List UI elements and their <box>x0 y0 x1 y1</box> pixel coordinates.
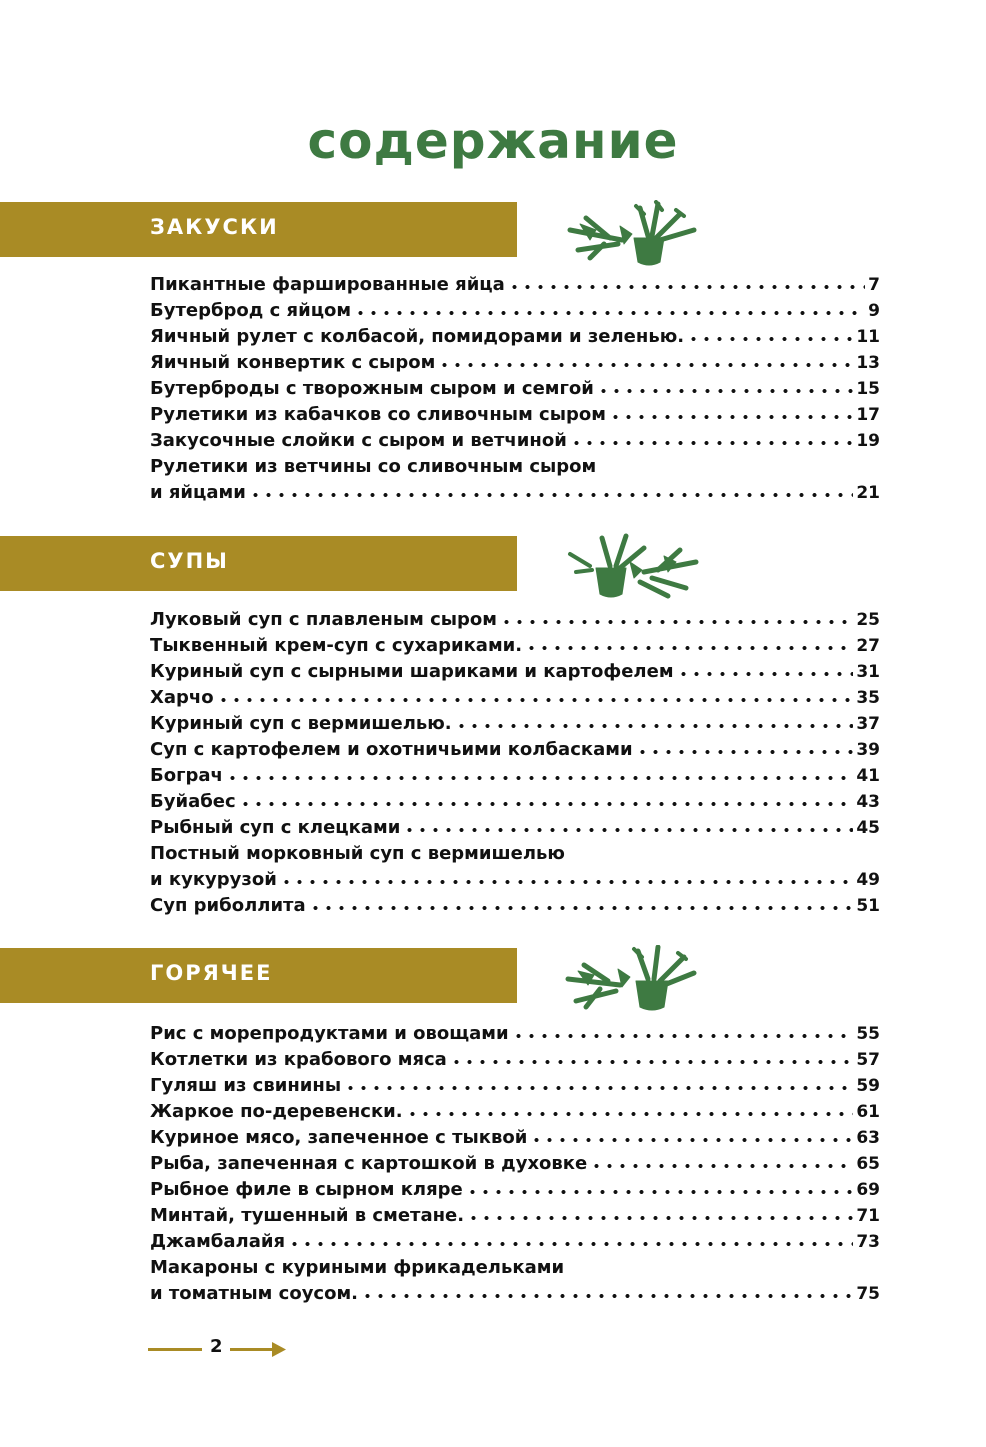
toc-entry[interactable]: Тыквенный крем-суп с сухариками. 27 <box>150 633 880 659</box>
toc-entry[interactable]: Гуляш из свинины 59 <box>150 1073 880 1099</box>
page-number: 7 <box>868 275 880 295</box>
toc-entry[interactable]: Харчо 35 <box>150 685 880 711</box>
folio-number: 2 <box>210 1336 223 1357</box>
page-number: 45 <box>856 818 880 838</box>
toc-list-zakuski <box>150 272 880 506</box>
toc-entry[interactable]: Рыбное филе в сырном кляре 69 <box>150 1177 880 1203</box>
toc-entry[interactable]: Закусочные слойки с сыром и ветчиной 19 <box>150 428 880 454</box>
page-number: 41 <box>856 766 880 786</box>
toc-entry[interactable]: Суп с картофелем и охотничьими колбасками 39 <box>150 737 880 763</box>
toc-entry[interactable]: Рулетики из кабачков со сливочным сыром 17 <box>150 402 880 428</box>
toc-entry[interactable]: Суп риболлита 51 <box>150 893 880 919</box>
toc-entry[interactable]: Куриный суп с вермишелью. 37 <box>150 711 880 737</box>
page-number: 43 <box>856 792 880 812</box>
toc-entry[interactable]: Рис с морепродуктами и овощами 55 <box>150 1021 880 1047</box>
toc-entry[interactable]: Яичный рулет с колбасой, помидорами и зеленью. 11 <box>150 324 880 350</box>
section-header-goryachee <box>0 948 517 1003</box>
page-folio <box>148 1336 288 1362</box>
toc-list-supy <box>150 607 880 919</box>
section-header-zakuski <box>0 202 517 257</box>
toc-list-goryachee <box>150 1021 880 1307</box>
toc-entry[interactable]: Куриный суп с сырными шариками и картофелем 31 <box>150 659 880 685</box>
vegetable-sprouts-icon <box>560 945 700 1015</box>
folio-rule <box>148 1348 202 1351</box>
page-number: 35 <box>856 688 880 708</box>
toc-entry[interactable]: Бограч 41 <box>150 763 880 789</box>
toc-entry[interactable]: Постный морковный суп с вермишелью и кукурузой 49 <box>150 841 880 893</box>
toc-entry[interactable]: Яичный конвертик с сыром 13 <box>150 350 880 376</box>
page-number: 25 <box>856 610 880 630</box>
page-number: 49 <box>856 870 880 890</box>
page-number: 75 <box>856 1284 880 1304</box>
toc-entry[interactable]: Рулетики из ветчины со сливочным сыром и яйцами 21 <box>150 454 880 506</box>
vegetable-sprouts-icon <box>560 200 700 270</box>
toc-entry[interactable]: Джамбалайя 73 <box>150 1229 880 1255</box>
page-title: содержание <box>307 112 679 170</box>
toc-entry[interactable]: Бутерброд с яйцом 9 <box>150 298 880 324</box>
vegetable-sprouts-icon <box>560 532 700 602</box>
page-number: 57 <box>856 1050 880 1070</box>
page-number: 11 <box>856 327 880 347</box>
page-number: 27 <box>856 636 880 656</box>
toc-entry[interactable]: Рыбный суп с клецками 45 <box>150 815 880 841</box>
page-number: 69 <box>856 1180 880 1200</box>
toc-entry[interactable]: Куриное мясо, запеченное с тыквой 63 <box>150 1125 880 1151</box>
toc-entry[interactable]: Буйабес 43 <box>150 789 880 815</box>
toc-entry[interactable]: Минтай, тушенный в сметане. 71 <box>150 1203 880 1229</box>
toc-entry[interactable]: Макароны с куриными фрикадельками и томатным соусом. 75 <box>150 1255 880 1307</box>
page-number: 13 <box>856 353 880 373</box>
page-number: 37 <box>856 714 880 734</box>
toc-entry[interactable]: Рыба, запеченная с картошкой в духовке 65 <box>150 1151 880 1177</box>
section-title: ЗАКУСКИ <box>150 215 279 239</box>
page-number: 21 <box>856 483 880 503</box>
section-title: СУПЫ <box>150 549 229 573</box>
page-number: 15 <box>856 379 880 399</box>
toc-entry[interactable]: Котлетки из крабового мяса 57 <box>150 1047 880 1073</box>
arrow-right-icon <box>272 1342 286 1357</box>
page-number: 9 <box>868 301 880 321</box>
page-number: 55 <box>856 1024 880 1044</box>
page-number: 51 <box>856 896 880 916</box>
page-number: 17 <box>856 405 880 425</box>
toc-entry[interactable]: Луковый суп с плавленым сыром 25 <box>150 607 880 633</box>
toc-entry[interactable]: Бутерброды с творожным сыром и семгой 15 <box>150 376 880 402</box>
page-number: 73 <box>856 1232 880 1252</box>
toc-entry[interactable]: Пикантные фаршированные яйца 7 <box>150 272 880 298</box>
page-number: 31 <box>856 662 880 682</box>
toc-entry[interactable]: Жаркое по-деревенски. 61 <box>150 1099 880 1125</box>
folio-rule <box>230 1348 278 1351</box>
page-number: 39 <box>856 740 880 760</box>
page-number: 71 <box>856 1206 880 1226</box>
page-number: 61 <box>856 1102 880 1122</box>
page-number: 59 <box>856 1076 880 1096</box>
page-number: 63 <box>856 1128 880 1148</box>
section-title: ГОРЯЧЕЕ <box>150 961 273 985</box>
page-number: 65 <box>856 1154 880 1174</box>
page-number: 19 <box>856 431 880 451</box>
section-header-supy <box>0 536 517 591</box>
